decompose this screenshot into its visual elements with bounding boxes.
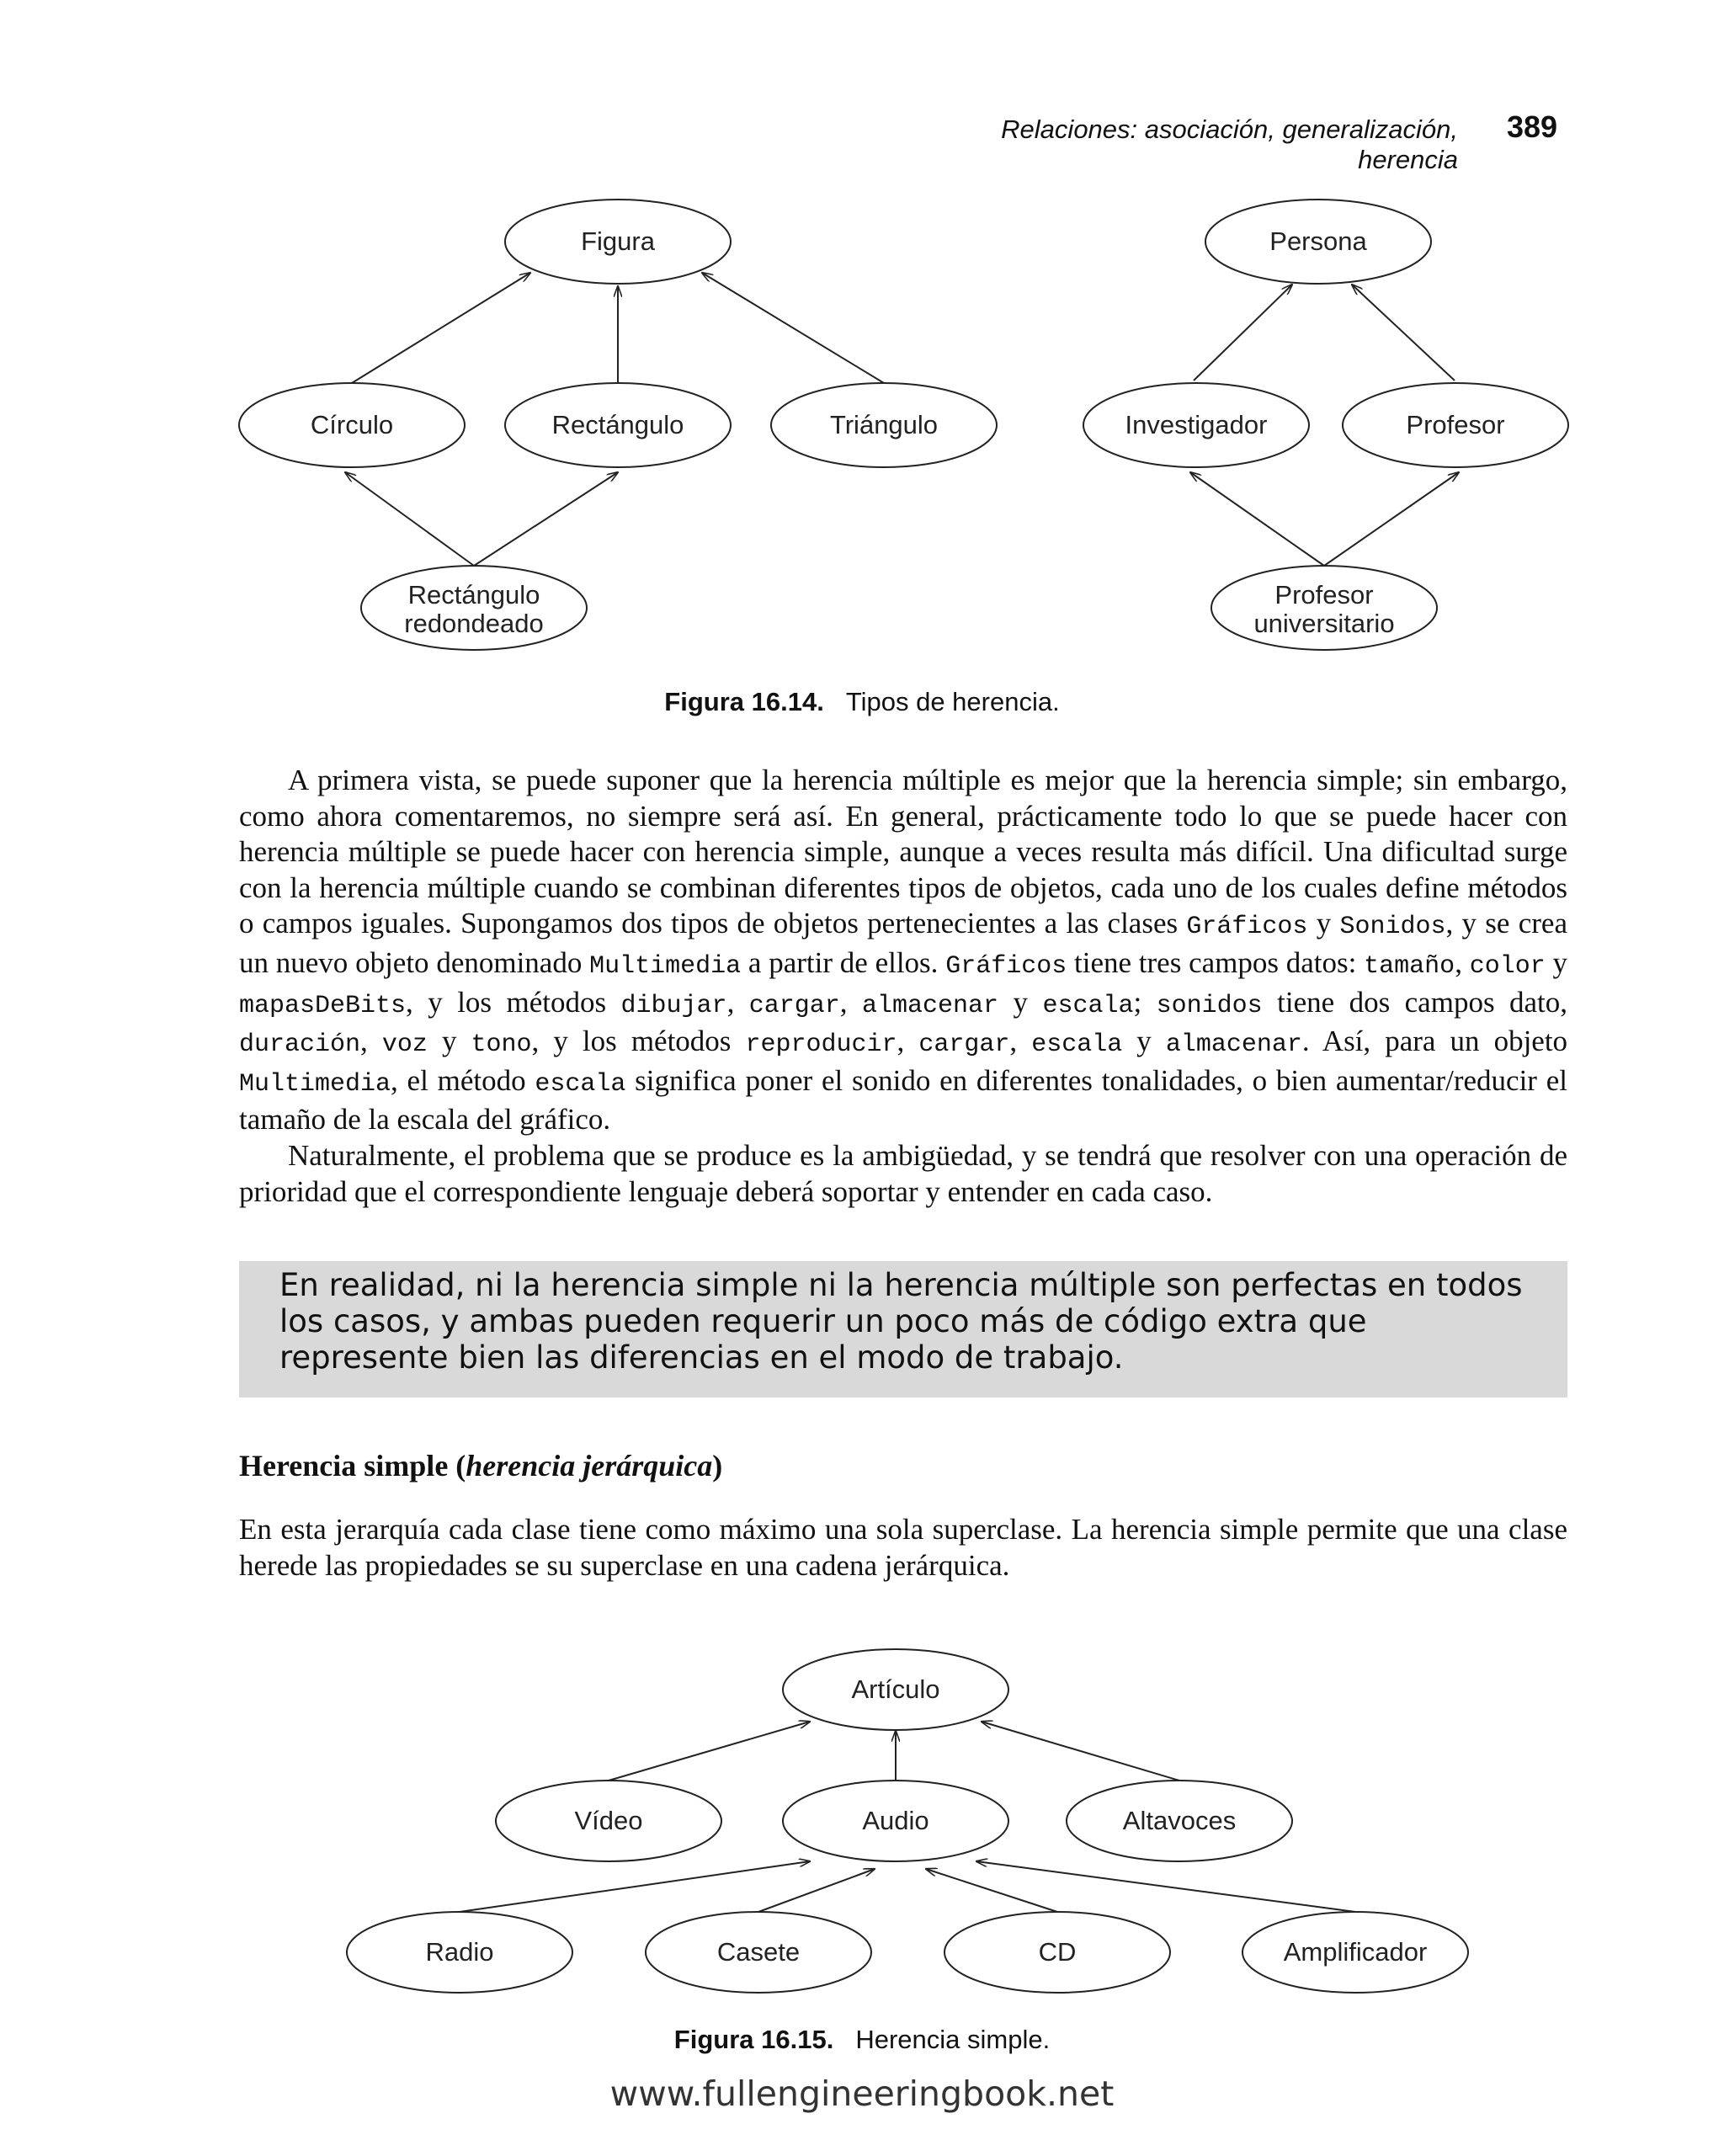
label-video: Vídeo <box>574 1806 643 1835</box>
edge-profesor-persona <box>1352 285 1455 381</box>
figure-14-right-diagram <box>1083 200 1568 650</box>
edge-circulo-figura <box>352 273 530 383</box>
edge-redondeado-circulo <box>345 472 474 566</box>
node-persona <box>1205 200 1431 284</box>
label-prof-univ-2: universitario <box>1253 609 1395 638</box>
edge-profuniv-investigador <box>1190 472 1324 566</box>
figure-14-left-diagram <box>239 200 997 650</box>
figure-14-caption-text: Tipos de herencia. <box>845 687 1060 716</box>
running-header-title: Relaciones: asociación, generalización, herencia <box>1001 114 1458 174</box>
label-investigador: Investigador <box>1125 410 1268 439</box>
figure-15-caption-text: Herencia simple. <box>855 2025 1051 2054</box>
note-text: En realidad, ni la herencia simple ni la herencia múltiple son perfectas en todos los casos, y ambas pueden requerir un poco más de código extra que represente bien las diferencias en el modo de trabajo. <box>279 1267 1523 1376</box>
node-video <box>496 1781 721 1861</box>
edge-amplificador-audio <box>976 1861 1355 1912</box>
paragraph-1: A primera vista, se puede suponer que la herencia múltiple es mejor que la herencia simple; sin embargo, como ahora comentaremos, no siempre será así. En general, prácticamente todo lo que se puede hacer con herencia múltiple se puede hacer con herencia simple, aunque a veces resulta más difícil. Una dificultad surge con la herencia múltiple cuando se combinan diferentes tipos de objetos, cada uno de los cuales define métodos o campos iguales. Supongamos dos tipos de objetos pertenecientes a las clases Gráficos y Sonidos, y se crea un nuevo objeto denominado Multimedia a partir de ellos. Gráficos tiene tres campos datos: tamaño, color y mapasDeBits, y los métodos dibujar, cargar, almacenar y escala; sonidos tiene dos campos dato, duración, voz y tono, y los métodos reproducir, cargar, escala y almacenar. Así, para un objeto Multimedia, el método escala significa poner el sonido en diferentes tonalidades, o bien aumentar/reducir el tamaño de la escala del gráfico. <box>239 764 1568 1137</box>
edge-profuniv-profesor <box>1324 472 1459 566</box>
edge-triangulo-figura <box>702 273 884 383</box>
section-paragraph: En esta jerarquía cada clase tiene como máximo una sola superclase. La herencia simple permite que una clase herede las propiedades se su superclase en una cadena jerárquica. <box>239 1513 1567 1582</box>
edge-cd-audio <box>926 1869 1057 1912</box>
label-audio: Audio <box>862 1806 929 1835</box>
label-triangulo: Triángulo <box>829 410 939 439</box>
figure-15-caption <box>0 2025 1724 2055</box>
label-rect-redondeado-1: Rectángulo <box>407 580 540 610</box>
label-profesor: Profesor <box>1406 410 1505 439</box>
edge-video-articulo <box>609 1722 810 1781</box>
label-rectangulo: Rectángulo <box>551 410 684 439</box>
body-paragraphs <box>239 763 1567 1210</box>
node-figura <box>505 200 731 284</box>
edge-investigador-persona <box>1194 285 1292 381</box>
label-altavoces: Altavoces <box>1122 1806 1237 1835</box>
section-heading: Herencia simple (herencia jerárquica) <box>239 1449 723 1483</box>
label-circulo: Círculo <box>310 410 394 439</box>
node-altavoces <box>1067 1781 1292 1861</box>
page-number: 389 <box>1507 109 1558 144</box>
figure-14-caption-label: Figura 16.14. <box>664 687 824 716</box>
edge-radio-audio <box>460 1861 810 1912</box>
figure-15-caption-label: Figura 16.15. <box>673 2025 834 2054</box>
paragraph-2: Naturalmente, el problema que se produce es la ambigüedad, y se tendrá que resolver con una operación de prioridad que el correspondiente lenguaje deberá soportar y entender en cada caso. <box>239 1138 1567 1208</box>
label-radio: Radio <box>425 1937 494 1967</box>
label-amplificador: Amplificador <box>1283 1937 1428 1967</box>
node-circulo <box>239 383 465 467</box>
node-investigador <box>1083 383 1309 467</box>
figure-14-caption <box>0 687 1724 717</box>
label-prof-univ-1: Profesor <box>1274 580 1374 610</box>
label-figura: Figura <box>581 226 655 256</box>
node-rectangulo <box>505 383 731 467</box>
node-profesor-universitario <box>1211 566 1437 650</box>
label-cd: CD <box>1038 1937 1077 1967</box>
node-articulo <box>783 1649 1008 1730</box>
node-triangulo <box>771 383 997 467</box>
edge-redondeado-rectangulo <box>474 472 618 566</box>
edge-casete-audio <box>758 1869 875 1912</box>
node-profesor <box>1343 383 1568 467</box>
node-rectangulo-redondeado <box>361 566 587 650</box>
figure-15-diagram <box>347 1649 1468 1993</box>
label-casete: Casete <box>716 1937 801 1967</box>
node-casete <box>646 1912 871 1993</box>
edge-altavoces-articulo <box>982 1722 1179 1781</box>
footer-url: www.fullengineeringbook.net <box>609 2073 1115 2114</box>
node-cd <box>944 1912 1170 1993</box>
label-persona: Persona <box>1269 226 1367 256</box>
label-rect-redondeado-2: redondeado <box>404 609 544 638</box>
label-articulo: Artículo <box>851 1674 940 1704</box>
node-amplificador <box>1242 1912 1468 1993</box>
node-radio <box>347 1912 572 1993</box>
node-audio <box>783 1781 1008 1861</box>
